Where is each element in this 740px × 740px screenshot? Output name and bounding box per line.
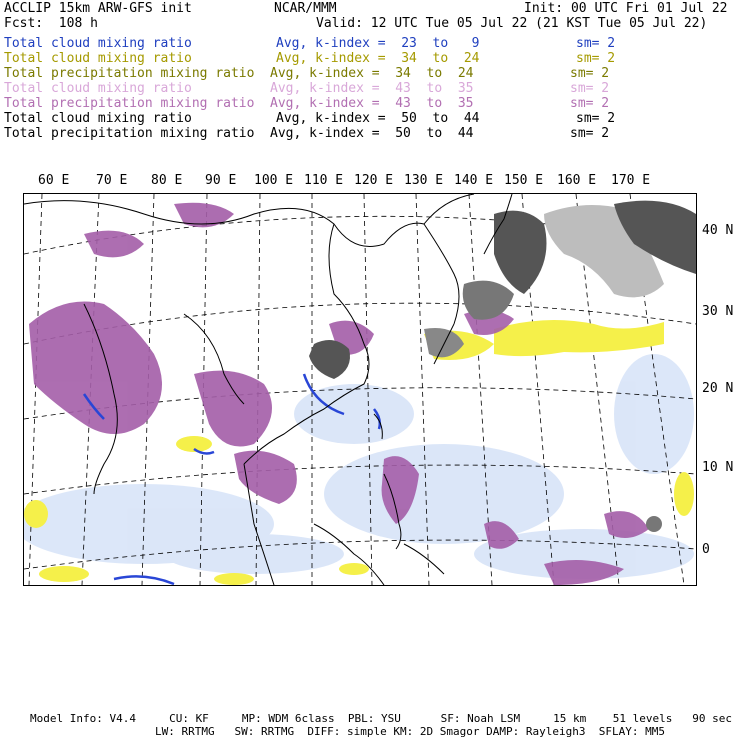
model-info-line2: LW: RRTMG SW: RRTMG DIFF: simple KM: 2D Smagor DAMP: Rayleigh3 SFLAY: MM5 xyxy=(155,725,665,738)
map-canvas xyxy=(24,194,696,585)
lat-label: 30 N xyxy=(702,304,734,319)
lon-label: 70 E xyxy=(96,173,128,188)
lon-label: 160 E xyxy=(557,173,597,188)
lon-label: 150 E xyxy=(504,173,544,188)
field-avg: Avg, k-index = 23 to 9 xyxy=(276,36,480,51)
lon-label: 140 E xyxy=(454,173,494,188)
field-avg: Avg, k-index = 34 to 24 xyxy=(270,66,474,81)
lon-label: 90 E xyxy=(205,173,237,188)
field-name: Total cloud mixing ratio xyxy=(4,81,192,96)
center-label: NCAR/MMM xyxy=(274,1,337,16)
field-name: Total cloud mixing ratio xyxy=(4,36,192,51)
lon-label: 80 E xyxy=(151,173,183,188)
lon-label: 120 E xyxy=(354,173,394,188)
field-name: Total cloud mixing ratio xyxy=(4,111,192,126)
forecast-hour: Fcst: 108 h xyxy=(4,16,98,31)
lon-label: 170 E xyxy=(611,173,651,188)
lon-label: 130 E xyxy=(404,173,444,188)
field-avg: Avg, k-index = 50 to 44 xyxy=(276,111,480,126)
field-name: Total precipitation mixing ratio xyxy=(4,96,255,111)
lat-label: 40 N xyxy=(702,223,734,238)
field-avg: Avg, k-index = 43 to 35 xyxy=(270,96,474,111)
lat-label: 20 N xyxy=(702,381,734,396)
field-sm: sm= 2 xyxy=(576,36,616,51)
field-name: Total precipitation mixing ratio xyxy=(4,126,255,141)
field-name: Total cloud mixing ratio xyxy=(4,51,192,66)
lat-label: 10 N xyxy=(702,460,734,475)
model-info-line1: Model Info: V4.4 CU: KF MP: WDM 6class PBL: YSU SF: Noah LSM 15 km 51 levels 90 sec xyxy=(30,712,732,725)
plot-title: ACCLIP 15km ARW-GFS init xyxy=(4,1,192,16)
map-panel xyxy=(23,193,697,586)
lon-label: 60 E xyxy=(38,173,70,188)
valid-time: Valid: 12 UTC Tue 05 Jul 22 (21 KST Tue 05 Jul 22) xyxy=(316,16,708,31)
init-time: Init: 00 UTC Fri 01 Jul 22 xyxy=(524,1,728,16)
lat-label: 0 xyxy=(702,542,710,557)
field-sm: sm= 2 xyxy=(570,81,610,96)
field-sm: sm= 2 xyxy=(570,66,610,81)
lon-label: 100 E xyxy=(254,173,294,188)
field-avg: Avg, k-index = 50 to 44 xyxy=(270,126,474,141)
field-sm: sm= 2 xyxy=(570,96,610,111)
field-sm: sm= 2 xyxy=(576,51,616,66)
field-avg: Avg, k-index = 43 to 35 xyxy=(270,81,474,96)
field-sm: sm= 2 xyxy=(570,126,610,141)
lon-label: 110 E xyxy=(304,173,344,188)
field-name: Total precipitation mixing ratio xyxy=(4,66,255,81)
field-avg: Avg, k-index = 34 to 24 xyxy=(276,51,480,66)
field-sm: sm= 2 xyxy=(576,111,616,126)
